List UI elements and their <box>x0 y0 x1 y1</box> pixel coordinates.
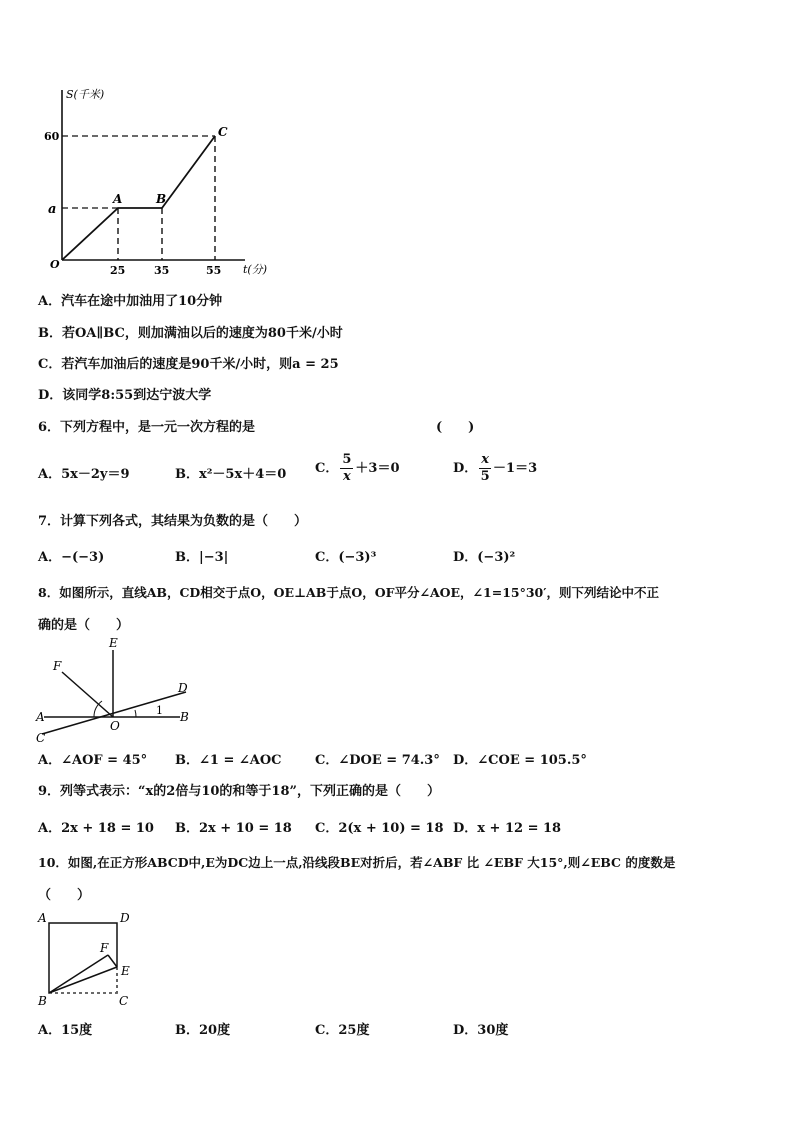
fig8-label-e: E <box>109 636 118 650</box>
q6-option-d-numerator: x <box>481 452 490 467</box>
q6-option-c-label: C． <box>315 461 339 476</box>
q8-stem-line1: 8．如图所示，直线AB，CD相交于点O，OE⊥AB于点O，OF平分∠AOE，∠1=15°30′，则下列结论中不正 <box>38 585 660 600</box>
x-axis-label: t(分) <box>243 263 268 276</box>
q7-option-b: B．|−3| <box>175 550 229 565</box>
point-b-label: B <box>156 192 167 206</box>
q9-option-d: D．x + 12 = 18 <box>453 821 562 836</box>
q8-option-a: A．∠AOF = 45° <box>38 753 148 768</box>
q7-option-c: C．(−3)³ <box>315 550 377 565</box>
fig8-label-f: F <box>53 659 62 673</box>
fig8-label-a: A <box>36 710 45 724</box>
fig8-label-c: C <box>36 731 46 745</box>
line-of <box>62 672 113 717</box>
square-abcd <box>49 923 117 993</box>
q6-option-d-fraction <box>479 452 491 485</box>
q10-option-a: A．15度 <box>38 1023 93 1038</box>
q6-option-d-label: D． <box>453 461 478 476</box>
q6-option-d <box>453 452 537 485</box>
square-fold-figure <box>34 907 144 1011</box>
q6-option-c-fraction <box>340 452 353 485</box>
q6-option-a: A．5x－2y＝9 <box>38 467 130 482</box>
graph-path <box>62 136 215 260</box>
q6-paren: ( ) <box>436 420 475 435</box>
x-tick-35: 35 <box>154 264 170 277</box>
fig10-label-d: D <box>120 911 130 925</box>
y-tick-a: a <box>48 202 57 217</box>
fig8-label-b: B <box>180 710 189 724</box>
q10-option-b: B．20度 <box>175 1023 231 1038</box>
q5-option-a: A．汽车在途中加油用了10分钟 <box>38 294 223 309</box>
q5-option-c: C．若汽车加油后的速度是90千米/小时，则a = 25 <box>38 357 339 372</box>
fig8-label-o: O <box>110 719 120 733</box>
q6-option-c-numerator: 5 <box>342 452 352 467</box>
q10-option-d: D．30度 <box>453 1023 509 1038</box>
point-a-label: A <box>113 192 123 206</box>
y-tick-60: 60 <box>44 130 60 143</box>
q5-option-b: B．若OA∥BC，则加满油以后的速度为80千米/小时 <box>38 326 343 341</box>
q6-stem: 6．下列方程中，是一元一次方程的是 <box>38 420 256 435</box>
fig8-label-1: 1 <box>156 704 163 717</box>
fig8-label-d: D <box>178 681 188 695</box>
q8-stem-line2: 确的是（ ） <box>38 618 130 633</box>
q7-option-a: A．−(−3) <box>38 550 105 565</box>
q6-option-b: B．x²－5x＋4＝0 <box>175 467 287 482</box>
q7-stem: 7．计算下列各式，其结果为负数的是（ ） <box>38 514 308 529</box>
q8-option-b: B．∠1 = ∠AOC <box>175 753 282 768</box>
angle-1-arc <box>135 710 136 717</box>
q9-option-c: C．2(x + 10) = 18 <box>315 821 444 836</box>
fig10-label-a: A <box>38 911 47 925</box>
q7-option-d: D．(−3)² <box>453 550 516 565</box>
q10-stem-line2: （ ） <box>38 888 91 903</box>
q6-option-d-denominator: 5 <box>480 469 490 484</box>
q8-option-d: D．∠COE = 105.5° <box>453 753 587 768</box>
q5-option-d: D．该同学8:55到达宁波大学 <box>38 388 212 403</box>
q6-option-c-denominator: x <box>343 469 351 484</box>
point-c-label: C <box>218 125 228 139</box>
q8-option-c: C．∠DOE = 74.3° <box>315 753 440 768</box>
fig10-label-c: C <box>119 994 129 1008</box>
intersecting-lines-figure <box>34 634 204 746</box>
origin-label: O <box>50 258 60 271</box>
q6-option-d-tail: －1＝3 <box>493 461 538 476</box>
q10-stem-line1: 10．如图,在正方形ABCD中,E为DC边上一点,沿线段BE对折后，若∠ABF 比 ∠EBF 大15°,则∠EBC 的度数是 <box>38 855 676 870</box>
distance-time-graph <box>40 82 290 282</box>
q6-option-c <box>315 452 400 485</box>
fig10-label-f: F <box>100 941 109 955</box>
y-axis-label: S(千米) <box>66 88 105 101</box>
segment-fe <box>108 955 117 967</box>
q9-option-b: B．2x + 10 = 18 <box>175 821 292 836</box>
q6-option-c-tail: ＋3＝0 <box>355 461 400 476</box>
x-tick-55: 55 <box>206 264 222 277</box>
q9-stem: 9．列等式表示：“x的2倍与10的和等于18”，下列正确的是（ ） <box>38 784 440 799</box>
q10-option-c: C．25度 <box>315 1023 370 1038</box>
fig10-label-b: B <box>38 994 47 1008</box>
q9-option-a: A．2x + 18 = 10 <box>38 821 154 836</box>
fig10-label-e: E <box>121 964 130 978</box>
x-tick-25: 25 <box>110 264 126 277</box>
